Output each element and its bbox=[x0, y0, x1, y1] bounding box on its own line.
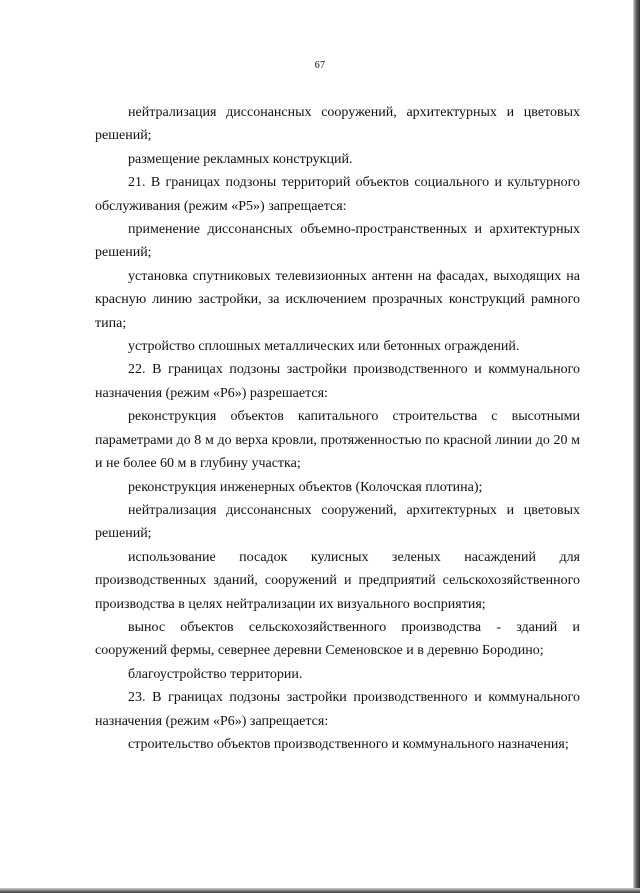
paragraph: нейтрализация диссонансных сооружений, архитектурных и цветовых решений; bbox=[95, 502, 580, 542]
paragraph: 22. В границах подзоны застройки производственного и коммунального назначения (режим «Р6») разрешается: bbox=[95, 362, 580, 401]
paragraph: реконструкция объектов капитального строительства с высотными параметрами до 8 м до верха кровли, протяженностью по красной линии до 20 м и не более 60 м в глубину участка; bbox=[95, 409, 580, 472]
page-number: 67 bbox=[314, 60, 326, 71]
paragraph: 21. В границах подзоны территорий объектов социального и культурного обслуживания (режим «Р5») запрещается: bbox=[95, 175, 580, 214]
scan-border-bottom bbox=[0, 888, 640, 893]
scan-border-right bbox=[633, 0, 640, 893]
paragraph: нейтрализация диссонансных сооружений, архитектурных и цветовых решений; bbox=[95, 105, 580, 144]
paragraph: устройство сплошных металлических или бетонных ограждений. bbox=[128, 339, 520, 355]
paragraph: применение диссонансных объемно-пространственных и архитектурных решений; bbox=[95, 222, 580, 261]
paragraph: размещение рекламных конструкций. bbox=[128, 151, 353, 167]
paragraph: реконструкция инженерных объектов (Колочская плотина); bbox=[128, 479, 483, 495]
paragraph: благоустройство территории. bbox=[128, 666, 303, 682]
paragraph: установка спутниковых телевизионных антенн на фасадах, выходящих на красную линию застройки, за исключением прозрачных конструкций рамного типа; bbox=[95, 268, 580, 331]
document-body bbox=[95, 101, 580, 756]
paragraph: 23. В границах подзоны застройки производственного и коммунального назначения (режим «Р6») запрещается: bbox=[95, 690, 580, 729]
paragraph: использование посадок кулисных зеленых насаждений для производственных зданий, сооружений и предприятий сельскохозяйственного производства в целях нейтрализации их визуального восприятия; bbox=[95, 549, 580, 612]
paragraph: строительство объектов производственного и коммунального назначения; bbox=[128, 736, 569, 752]
paragraph: вынос объектов сельскохозяйственного производства - зданий и сооружений фермы, севернее деревни Семеновское и в деревню Бородино; bbox=[95, 619, 580, 659]
